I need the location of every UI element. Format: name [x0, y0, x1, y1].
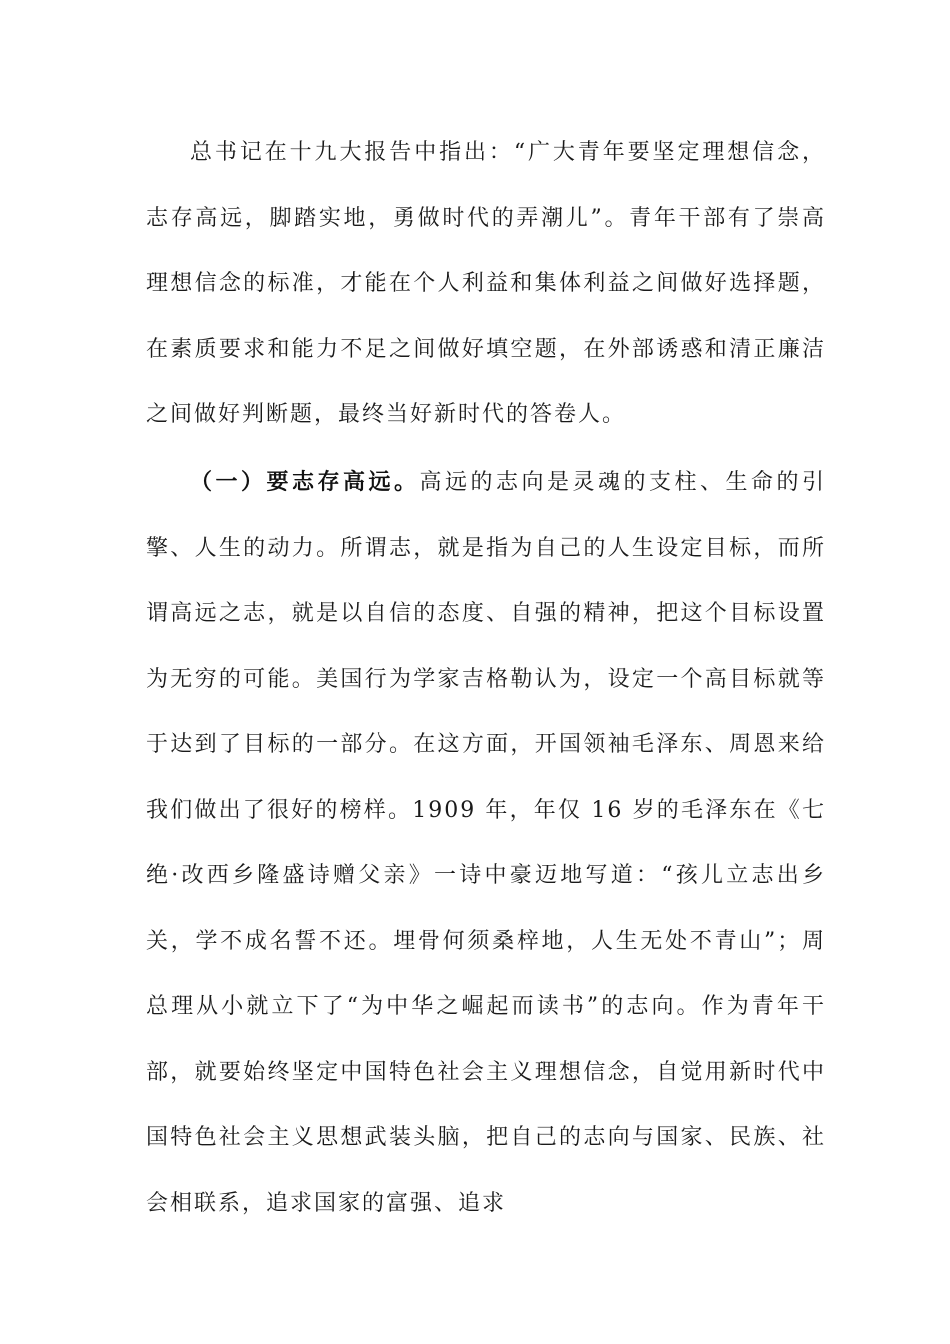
paragraph-intro: 总书记在十九大报告中指出：“广大青年要坚定理想信念，志存高远，脚踏实地，勇做时代的弄潮儿”。青年干部有了崇高理想信念的标准，才能在个人利益和集体利益之间做好选择题，在素质要求和能力不足之间做好填空题，在外部诱惑和清正廉洁之间做好判断题，最终当好新时代的答卷人。: [146, 140, 826, 427]
paragraph-section-1: [146, 450, 826, 1236]
section-body: 高远的志向是灵魂的支柱、生命的引擎、人生的动力。所谓志，就是指为自己的人生设定目标，而所谓高远之志，就是以自信的态度、自强的精神，把这个目标设置为无穷的可能。美国行为学家吉格勒认为，设定一个高目标就等于达到了目标的一部分。在这方面，开国领袖毛泽东、周恩来给我们做出了很好的榜样。1909 年，年仅 16 岁的毛泽东在《七绝·改西乡隆盛诗赠父亲》一诗中豪迈地写道：“孩儿立志出乡关，学不成名誓不还。埋骨何须桑梓地，人生无处不青山”；周总理从小就立下了“为中华之崛起而读书”的志向。作为青年干部，就要始终坚定中国特色社会主义理想信念，自觉用新时代中国特色社会主义思想武装头脑，把自己的志向与国家、民族、社会相联系，追求国家的富强、追求: [146, 470, 826, 1216]
section-heading: （一）要志存高远。: [190, 469, 420, 495]
